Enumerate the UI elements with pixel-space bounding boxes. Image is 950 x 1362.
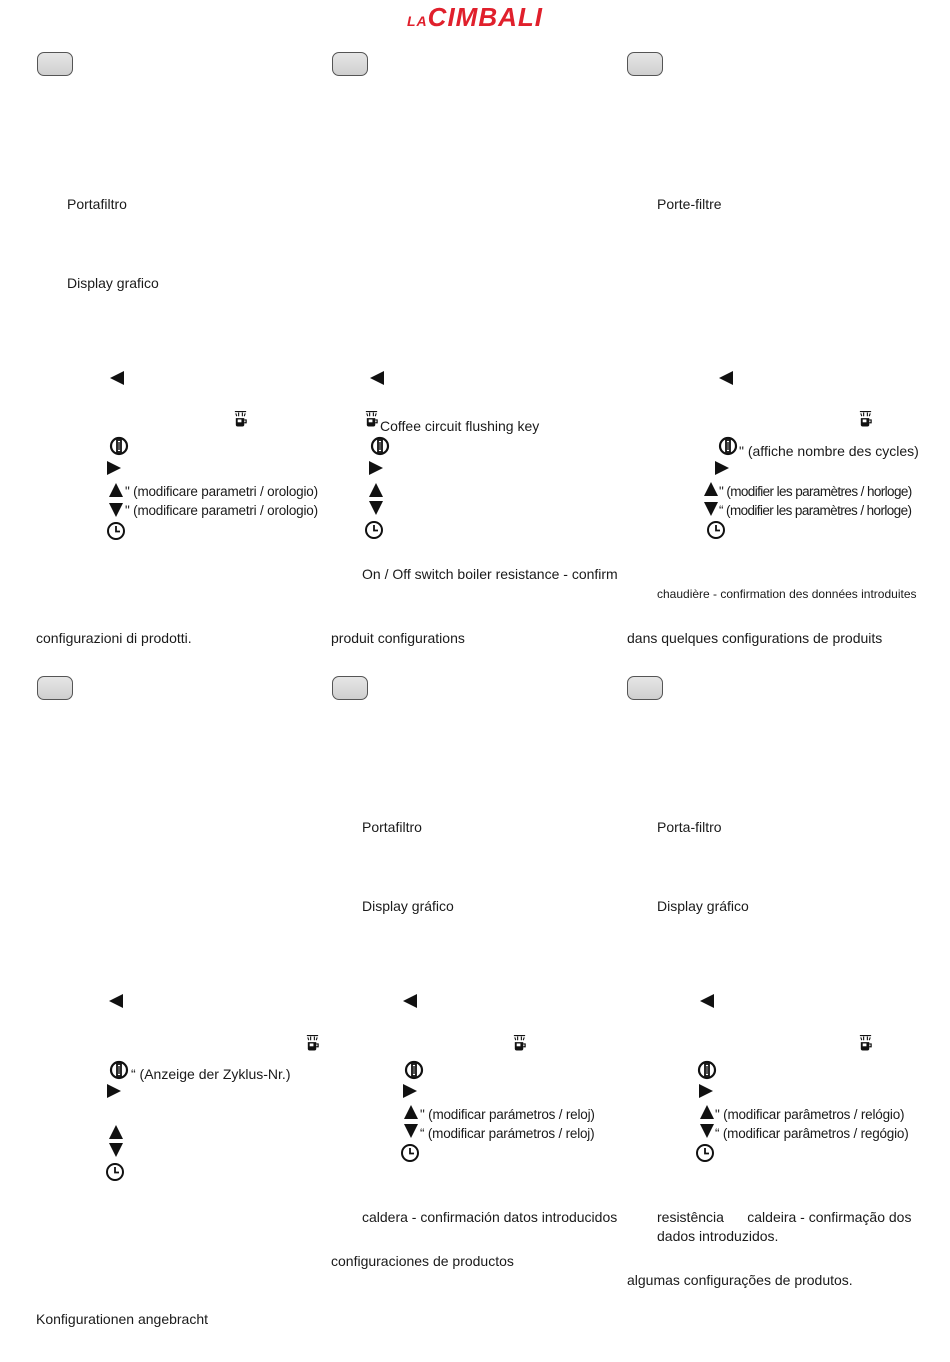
down-triangle-icon [703,501,719,517]
right-triangle-icon [402,1083,418,1099]
pt-footer-text: algumas configurações de produtos. [627,1272,853,1288]
coffee-flush-icon [512,1033,527,1053]
pt-down-text: “ (modificar parâmetros / regógio) [715,1126,909,1141]
cycle-counter-icon [109,1060,129,1080]
language-tab-de[interactable] [37,676,73,700]
cycle-counter-icon [404,1060,424,1080]
left-triangle-icon [699,993,715,1009]
es-up-text: " (modificar parámetros / reloj) [420,1107,595,1122]
right-triangle-icon [698,1083,714,1099]
language-tab-fr[interactable] [627,52,663,76]
coffee-flush-icon [233,409,248,429]
right-triangle-icon [714,460,730,476]
left-triangle-icon [109,370,125,386]
it-display-label: Display grafico [67,275,159,291]
down-triangle-icon [108,1142,124,1158]
down-triangle-icon [699,1123,715,1139]
clock-icon [105,1162,125,1182]
up-triangle-icon [699,1104,715,1120]
coffee-flush-icon [305,1033,320,1053]
it-portafilter-label: Portafiltro [67,196,127,212]
down-triangle-icon [403,1123,419,1139]
cycle-counter-icon [697,1060,717,1080]
fr-boiler-text: chaudière - confirmation des données introduites [657,587,917,601]
pt-display-label: Display gráfico [657,898,749,914]
en-onoff-text: On / Off switch boiler resistance - confirm [362,566,618,582]
down-triangle-icon [108,502,124,518]
up-triangle-icon [403,1104,419,1120]
up-triangle-icon [108,1124,124,1140]
left-triangle-icon [108,993,124,1009]
es-portafilter-label: Portafiltro [362,819,422,835]
pt-boiler-line1: resistência caldeira - confirmação dos [657,1209,912,1225]
fr-footer-text: dans quelques configurations de produits [627,630,883,646]
cycle-counter-icon [109,436,129,456]
logo-main: CIMBALI [427,2,543,32]
clock-icon [706,520,726,540]
language-tab-en[interactable] [332,52,368,76]
fr-portafilter-label: Porte-filtre [657,196,722,212]
de-footer-text: Konfigurationen angebracht [36,1311,209,1327]
es-footer-text: configuraciones de productos [331,1253,514,1269]
cycle-counter-icon [718,436,738,456]
coffee-flush-icon [858,1033,873,1053]
it-down-text: " (modificare parametri / orologio) [125,503,318,518]
en-footer-text: produit configurations [331,630,465,646]
it-footer-text: configurazioni di prodotti. [36,630,192,646]
cycle-counter-icon [370,436,390,456]
up-triangle-icon [108,482,124,498]
de-cycles-text: “ (Anzeige der Zyklus-Nr.) [131,1066,291,1082]
right-triangle-icon [106,460,122,476]
down-triangle-icon [368,500,384,516]
es-down-text: “ (modificar parámetros / reloj) [420,1126,595,1141]
language-tab-es[interactable] [332,676,368,700]
pt-boiler-line2: dados introduzidos. [657,1228,779,1244]
pt-portafilter-label: Porta-filtro [657,819,722,835]
left-triangle-icon [369,370,385,386]
up-triangle-icon [703,481,719,497]
fr-up-text: " (modifier les paramètres / horloge) [719,484,912,499]
left-triangle-icon [718,370,734,386]
it-up-text: " (modificare parametri / orologio) [125,484,318,499]
clock-icon [364,520,384,540]
up-triangle-icon [368,482,384,498]
brand-logo [0,2,950,33]
logo-prefix: LA [407,13,428,29]
fr-down-text: “ (modifier les paramètres / horloge) [719,503,912,518]
language-tab-pt[interactable] [627,676,663,700]
coffee-flush-icon [858,409,873,429]
clock-icon [106,521,126,541]
language-tab-it[interactable] [37,52,73,76]
clock-icon [695,1143,715,1163]
right-triangle-icon [368,460,384,476]
right-triangle-icon [106,1083,122,1099]
fr-cycles-text: " (affiche nombre des cycles) [739,443,919,459]
es-boiler-text: caldera - confirmación datos introducidos [362,1209,618,1225]
pt-up-text: " (modificar parâmetros / relógio) [715,1107,905,1122]
coffee-flush-icon [364,409,379,429]
en-flush-text: Coffee circuit flushing key [380,418,540,434]
es-display-label: Display gráfico [362,898,454,914]
clock-icon [400,1143,420,1163]
left-triangle-icon [402,993,418,1009]
